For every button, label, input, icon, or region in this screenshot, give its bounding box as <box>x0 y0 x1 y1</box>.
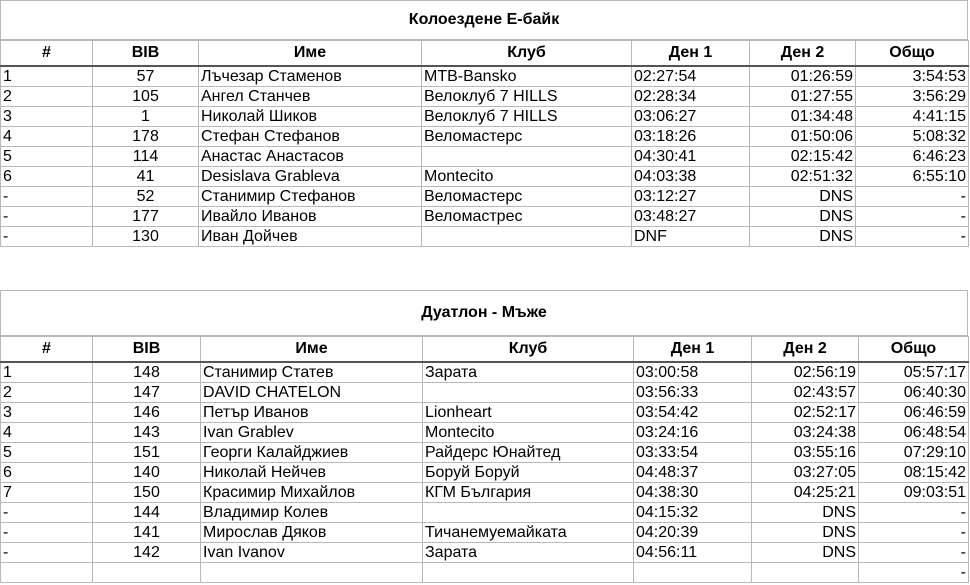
cell-day2: DNS <box>752 543 859 563</box>
cell-bib: 114 <box>93 147 199 167</box>
cell-total: - <box>859 543 969 563</box>
header-pos: # <box>1 337 93 363</box>
cell-club <box>422 227 632 247</box>
cell-day2: 03:55:16 <box>752 443 859 463</box>
cell-total: 5:08:32 <box>856 127 969 147</box>
cell-name <box>201 563 423 583</box>
cell-day2 <box>752 563 859 583</box>
cell-name: Стефан Стефанов <box>199 127 422 147</box>
table-row <box>1 66 969 87</box>
cell-total: 4:41:15 <box>856 107 969 127</box>
cell-total: 06:40:30 <box>859 383 969 403</box>
cell-bib: 144 <box>93 503 201 523</box>
cell-name: Петър Иванов <box>201 403 423 423</box>
cell-name: Красимир Михайлов <box>201 483 423 503</box>
cell-day2: 02:51:32 <box>750 167 856 187</box>
section2-header-row <box>1 337 969 363</box>
cell-pos: - <box>1 543 93 563</box>
header-day2: Ден 2 <box>750 41 856 67</box>
cell-pos: - <box>1 187 93 207</box>
header-bib: BIB <box>93 337 201 363</box>
cell-club: Montecito <box>423 423 634 443</box>
cell-club: Райдерс Юнайтед <box>423 443 634 463</box>
cell-pos: 6 <box>1 167 93 187</box>
cell-bib: 105 <box>93 87 199 107</box>
cell-name: Desislava Grableva <box>199 167 422 187</box>
cell-pos: 1 <box>1 66 93 87</box>
cell-day2: DNS <box>750 187 856 207</box>
cell-bib <box>93 563 201 583</box>
header-day1: Ден 1 <box>634 337 752 363</box>
cell-bib: 150 <box>93 483 201 503</box>
cell-bib: 147 <box>93 383 201 403</box>
cell-day2: 03:27:05 <box>752 463 859 483</box>
cell-name: DAVID CHATELON <box>201 383 423 403</box>
header-day1: Ден 1 <box>632 41 750 67</box>
cell-name: Ивайло Иванов <box>199 207 422 227</box>
cell-total: 09:03:51 <box>859 483 969 503</box>
cell-pos: 2 <box>1 87 93 107</box>
cell-pos: 5 <box>1 443 93 463</box>
section2-title: Дуатлон - Мъже <box>421 304 547 321</box>
cell-day2: 01:50:06 <box>750 127 856 147</box>
cell-club <box>423 503 634 523</box>
table-row <box>1 187 969 207</box>
cell-bib: 148 <box>93 362 201 383</box>
cell-name: Станимир Стефанов <box>199 187 422 207</box>
cell-total: 3:56:29 <box>856 87 969 107</box>
cell-pos: 1 <box>1 362 93 383</box>
cell-pos: 3 <box>1 107 93 127</box>
section2-title-box <box>0 290 968 336</box>
cell-pos: - <box>1 207 93 227</box>
cell-total: - <box>859 503 969 523</box>
cell-name: Владимир Колев <box>201 503 423 523</box>
cell-club: Веломастрес <box>422 207 632 227</box>
header-pos: # <box>1 41 93 67</box>
header-bib: BIB <box>93 41 199 67</box>
cell-day1: 03:24:16 <box>634 423 752 443</box>
cell-bib: 52 <box>93 187 199 207</box>
cell-club: КГМ България <box>423 483 634 503</box>
cell-day2: DNS <box>750 207 856 227</box>
cell-day1: 03:54:42 <box>634 403 752 423</box>
cell-name: Ангел Станчев <box>199 87 422 107</box>
cell-total: - <box>859 523 969 543</box>
section1-table <box>0 40 969 247</box>
cell-total: 6:46:23 <box>856 147 969 167</box>
table-row <box>1 563 969 583</box>
cell-day1: 04:03:38 <box>632 167 750 187</box>
cell-day2: 02:52:17 <box>752 403 859 423</box>
cell-bib: 141 <box>93 523 201 543</box>
section1-title-box <box>0 0 968 40</box>
cell-total: - <box>859 563 969 583</box>
cell-total: 06:46:59 <box>859 403 969 423</box>
cell-name: Ivan Ivanov <box>201 543 423 563</box>
cell-pos: 3 <box>1 403 93 423</box>
cell-name: Николай Нейчев <box>201 463 423 483</box>
cell-day1: 03:18:26 <box>632 127 750 147</box>
cell-pos: 7 <box>1 483 93 503</box>
cell-club: Веломастерс <box>422 127 632 147</box>
cell-bib: 177 <box>93 207 199 227</box>
table-row <box>1 227 969 247</box>
cell-day2: 02:43:57 <box>752 383 859 403</box>
section2-table <box>0 336 969 583</box>
cell-total: - <box>856 227 969 247</box>
cell-day2: DNS <box>750 227 856 247</box>
cell-day1 <box>634 563 752 583</box>
table-row <box>1 207 969 227</box>
table-row <box>1 523 969 543</box>
cell-total: - <box>856 187 969 207</box>
table-row <box>1 463 969 483</box>
cell-day1: 04:20:39 <box>634 523 752 543</box>
cell-club: Велоклуб 7 HILLS <box>422 107 632 127</box>
cell-club: Велоклуб 7 HILLS <box>422 87 632 107</box>
header-day2: Ден 2 <box>752 337 859 363</box>
header-name: Име <box>199 41 422 67</box>
cell-name: Георги Калайджиев <box>201 443 423 463</box>
cell-name: Мирослав Дяков <box>201 523 423 543</box>
cell-bib: 143 <box>93 423 201 443</box>
cell-bib: 142 <box>93 543 201 563</box>
cell-day1: 04:56:11 <box>634 543 752 563</box>
cell-day1: 02:28:34 <box>632 87 750 107</box>
cell-club: Зарата <box>423 543 634 563</box>
table-row <box>1 403 969 423</box>
cell-club: MTB-Bansko <box>422 66 632 87</box>
table-row <box>1 543 969 563</box>
cell-bib: 146 <box>93 403 201 423</box>
cell-day2: 01:27:55 <box>750 87 856 107</box>
table-row <box>1 483 969 503</box>
cell-bib: 130 <box>93 227 199 247</box>
table-row <box>1 503 969 523</box>
cell-pos: 2 <box>1 383 93 403</box>
cell-bib: 57 <box>93 66 199 87</box>
cell-day2: DNS <box>752 503 859 523</box>
header-total: Общо <box>859 337 969 363</box>
cell-pos: 6 <box>1 463 93 483</box>
table-row <box>1 87 969 107</box>
cell-day2: 02:56:19 <box>752 362 859 383</box>
cell-pos: 4 <box>1 423 93 443</box>
cell-name: Ivan Grablev <box>201 423 423 443</box>
cell-day1: 04:15:32 <box>634 503 752 523</box>
header-total: Общо <box>856 41 969 67</box>
cell-pos: 5 <box>1 147 93 167</box>
cell-day1: 02:27:54 <box>632 66 750 87</box>
cell-day2: 01:26:59 <box>750 66 856 87</box>
cell-pos <box>1 563 93 583</box>
cell-day1: 03:48:27 <box>632 207 750 227</box>
cell-pos: - <box>1 503 93 523</box>
header-club: Клуб <box>423 337 634 363</box>
cell-day2: 03:24:38 <box>752 423 859 443</box>
table-row <box>1 383 969 403</box>
cell-name: Станимир Статев <box>201 362 423 383</box>
cell-name: Николай Шиков <box>199 107 422 127</box>
section1-header-row <box>1 41 969 67</box>
cell-bib: 151 <box>93 443 201 463</box>
table-row <box>1 362 969 383</box>
cell-club: Боруй Боруй <box>423 463 634 483</box>
table-row <box>1 443 969 463</box>
table-row <box>1 167 969 187</box>
cell-day1: 04:48:37 <box>634 463 752 483</box>
header-name: Име <box>201 337 423 363</box>
cell-bib: 178 <box>93 127 199 147</box>
cell-bib: 140 <box>93 463 201 483</box>
cell-day1: 04:38:30 <box>634 483 752 503</box>
cell-pos: - <box>1 523 93 543</box>
cell-name: Иван Дойчев <box>199 227 422 247</box>
cell-bib: 41 <box>93 167 199 187</box>
cell-day2: 01:34:48 <box>750 107 856 127</box>
cell-pos: - <box>1 227 93 247</box>
cell-total: 06:48:54 <box>859 423 969 443</box>
cell-club <box>423 383 634 403</box>
cell-name: Лъчезар Стаменов <box>199 66 422 87</box>
cell-day2: 02:15:42 <box>750 147 856 167</box>
table-row <box>1 127 969 147</box>
cell-day1: 03:12:27 <box>632 187 750 207</box>
cell-club: Тичанемуемайката <box>423 523 634 543</box>
section1-body <box>1 66 969 247</box>
cell-day2: DNS <box>752 523 859 543</box>
cell-day1: 03:00:58 <box>634 362 752 383</box>
cell-total: 6:55:10 <box>856 167 969 187</box>
table-row <box>1 107 969 127</box>
cell-club <box>423 563 634 583</box>
table-row <box>1 423 969 443</box>
cell-pos: 4 <box>1 127 93 147</box>
cell-total: 08:15:42 <box>859 463 969 483</box>
cell-day1: 04:30:41 <box>632 147 750 167</box>
cell-total: 05:57:17 <box>859 362 969 383</box>
cell-day1: 03:33:54 <box>634 443 752 463</box>
cell-total: - <box>856 207 969 227</box>
header-club: Клуб <box>422 41 632 67</box>
table-row <box>1 147 969 167</box>
cell-total: 07:29:10 <box>859 443 969 463</box>
section1-title: Колоездене Е-байк <box>408 11 560 28</box>
cell-bib: 1 <box>93 107 199 127</box>
cell-club: Montecito <box>422 167 632 187</box>
cell-day2: 04:25:21 <box>752 483 859 503</box>
cell-day1: DNF <box>632 227 750 247</box>
section2-body <box>1 362 969 583</box>
cell-name: Анастас Анастасов <box>199 147 422 167</box>
cell-club: Зарата <box>423 362 634 383</box>
cell-total: 3:54:53 <box>856 66 969 87</box>
cell-club: Lionheart <box>423 403 634 423</box>
cell-day1: 03:06:27 <box>632 107 750 127</box>
cell-club: Веломастерс <box>422 187 632 207</box>
cell-day1: 03:56:33 <box>634 383 752 403</box>
cell-club <box>422 147 632 167</box>
